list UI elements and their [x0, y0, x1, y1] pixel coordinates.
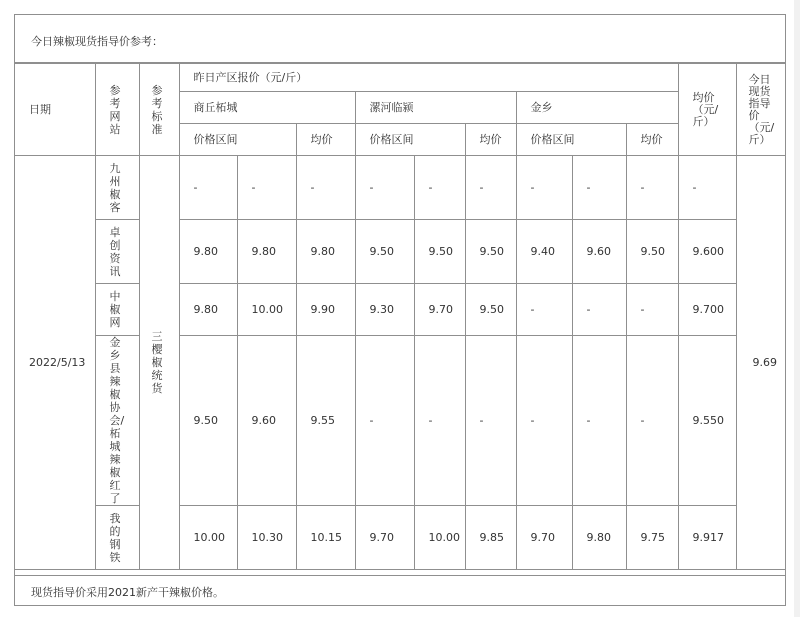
cell: 9.30 [355, 284, 414, 336]
cell: 9.80 [179, 220, 237, 284]
cell: - [414, 336, 465, 506]
row-site: 金乡县辣椒协会/柘城辣椒红了 [109, 336, 125, 505]
cell: 9.70 [414, 284, 465, 336]
cell: - [678, 156, 736, 220]
cell: - [414, 156, 465, 220]
cell: 9.700 [678, 284, 736, 336]
header-avg-3: 均价 [626, 124, 678, 156]
header-overall-avg: 均价（元/斤） [692, 90, 719, 128]
sheet-title: 今日辣椒现货指导价参考： [15, 15, 785, 63]
header-range-3: 价格区间 [516, 124, 626, 156]
cell: 9.80 [296, 220, 355, 284]
cell: 9.60 [237, 336, 296, 506]
table-row [15, 506, 785, 570]
cell: 9.80 [237, 220, 296, 284]
cell: 9.50 [465, 284, 516, 336]
cell: - [572, 156, 626, 220]
cell: - [355, 336, 414, 506]
table-row [15, 156, 785, 220]
header-avg-1: 均价 [296, 124, 355, 156]
cell: - [572, 336, 626, 506]
cell: - [626, 156, 678, 220]
cell: 9.600 [678, 220, 736, 284]
cell: - [465, 336, 516, 506]
cell: 10.30 [237, 506, 296, 570]
cell: - [237, 156, 296, 220]
today-price: 9.69 [736, 156, 785, 570]
header-date: 日期 [15, 64, 95, 156]
cell: - [355, 156, 414, 220]
price-sheet [14, 14, 786, 606]
cell: 9.50 [179, 336, 237, 506]
cell: - [296, 156, 355, 220]
cell: 9.85 [465, 506, 516, 570]
cell: 9.55 [296, 336, 355, 506]
footer-note: 现货指导价采用2021新产干辣椒价格。 [15, 575, 785, 605]
cell: - [626, 284, 678, 336]
price-table [15, 63, 785, 570]
cell: 9.70 [355, 506, 414, 570]
cell: - [465, 156, 516, 220]
table-row [15, 220, 785, 284]
cell: 9.917 [678, 506, 736, 570]
row-date: 2022/5/13 [15, 156, 95, 570]
row-site: 中椒网 [109, 290, 121, 329]
cell: 9.70 [516, 506, 572, 570]
cell: 9.80 [572, 506, 626, 570]
cell: 10.00 [179, 506, 237, 570]
row-standard: 三樱椒统货 [151, 330, 163, 395]
header-standard: 参考标准 [151, 83, 163, 136]
cell: - [179, 156, 237, 220]
header-today: 今日现货指导价（元/斤） [748, 72, 775, 146]
cell: 9.50 [414, 220, 465, 284]
header-yesterday: 昨日产区报价（元/斤） [179, 64, 678, 92]
cell: 10.00 [237, 284, 296, 336]
cell: 9.550 [678, 336, 736, 506]
table-row [15, 284, 785, 336]
cell: 9.80 [179, 284, 237, 336]
cell: - [572, 284, 626, 336]
header-range-2: 价格区间 [355, 124, 465, 156]
header-region-1: 商丘柘城 [179, 92, 355, 124]
table-row [15, 336, 785, 506]
row-site: 九州椒客 [109, 161, 121, 214]
header-avg-2: 均价 [465, 124, 516, 156]
header-range-1: 价格区间 [179, 124, 296, 156]
cell: 9.50 [355, 220, 414, 284]
row-site: 卓创资讯 [109, 225, 121, 278]
cell: - [626, 336, 678, 506]
cell: - [516, 284, 572, 336]
cell: 9.40 [516, 220, 572, 284]
scrollbar[interactable] [794, 0, 800, 617]
header-site: 参考网站 [109, 83, 121, 136]
cell: 9.50 [465, 220, 516, 284]
cell: 9.90 [296, 284, 355, 336]
cell: 9.60 [572, 220, 626, 284]
cell: - [516, 156, 572, 220]
cell: 9.50 [626, 220, 678, 284]
header-region-3: 金乡 [516, 92, 678, 124]
cell: 10.00 [414, 506, 465, 570]
header-region-2: 漯河临颍 [355, 92, 516, 124]
cell: 10.15 [296, 506, 355, 570]
row-site: 我的钢铁 [109, 511, 121, 564]
cell: - [516, 336, 572, 506]
cell: 9.75 [626, 506, 678, 570]
